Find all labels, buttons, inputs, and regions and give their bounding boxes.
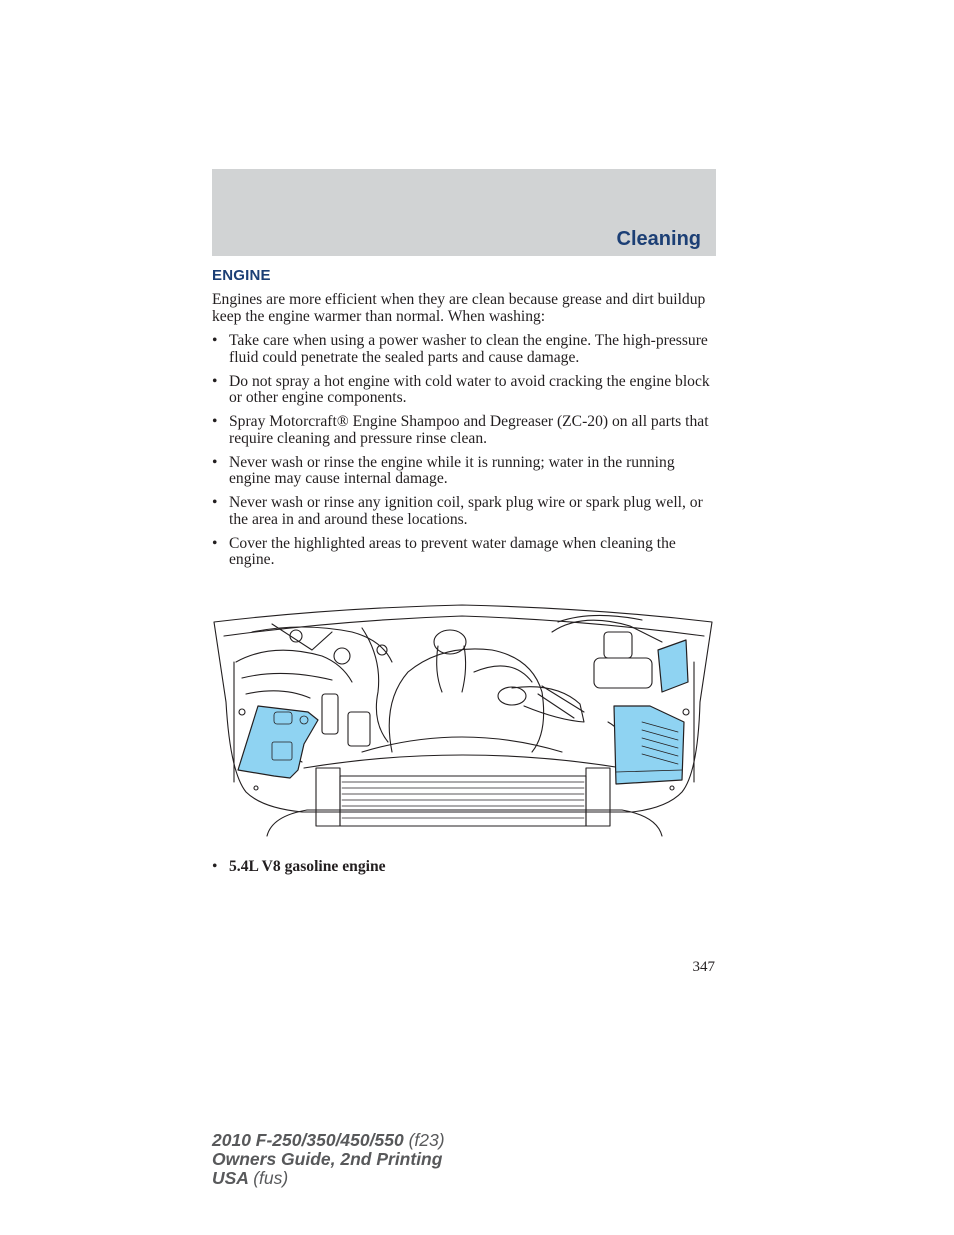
footer-line-2: Owners Guide, 2nd Printing [212,1149,443,1169]
list-item: • Spray Motorcraft® Engine Shampoo and Degreaser (ZC-20) on all parts that require cleaning and pressure rinse clean. [212,413,709,447]
bullet-icon: • [212,372,218,390]
bullet-icon: • [212,858,218,875]
engine-compartment-illustration [212,602,716,838]
highlight-air-filter-housing [614,706,684,784]
list-item: • Do not spray a hot engine with cold water to avoid cracking the engine block or other engine components. [212,372,710,407]
list-item: • Never wash or rinse any ignition coil, spark plug wire or spark plug well, or the area in and around these locations. [212,494,703,528]
list-item: • Take care when using a power washer to clean the engine. The high-pressure fluid could penetrate the sealed parts and cause damage. [212,332,708,366]
intro-paragraph: Engines are more efficient when they are clean because grease and dirt buildup keep the engine warmer than normal. When washing: [212,291,706,325]
footer-line-1: 2010 F-250/350/450/550 (f23) [212,1130,445,1150]
figure-caption: • 5.4L V8 gasoline engine [212,858,386,875]
section-title: Cleaning [616,228,701,250]
subsection-heading: ENGINE [212,267,271,284]
bullet-list [212,333,712,576]
bullet-icon: • [212,332,218,349]
page-number: 347 [692,959,715,975]
bullet-icon: • [212,494,218,512]
document-footer [212,1131,445,1188]
bullet-icon: • [212,453,218,471]
highlight-fuse-box [658,640,688,692]
footer-line-3: USA (fus) [212,1168,289,1188]
section-header-band [212,169,716,256]
bullet-icon: • [212,413,218,431]
bullet-icon: • [212,534,218,552]
list-item: • Never wash or rinse the engine while it is running; water in the running engine may cause internal damage. [212,453,675,488]
list-item: • Cover the highlighted areas to prevent water damage when cleaning the engine. [212,534,676,569]
